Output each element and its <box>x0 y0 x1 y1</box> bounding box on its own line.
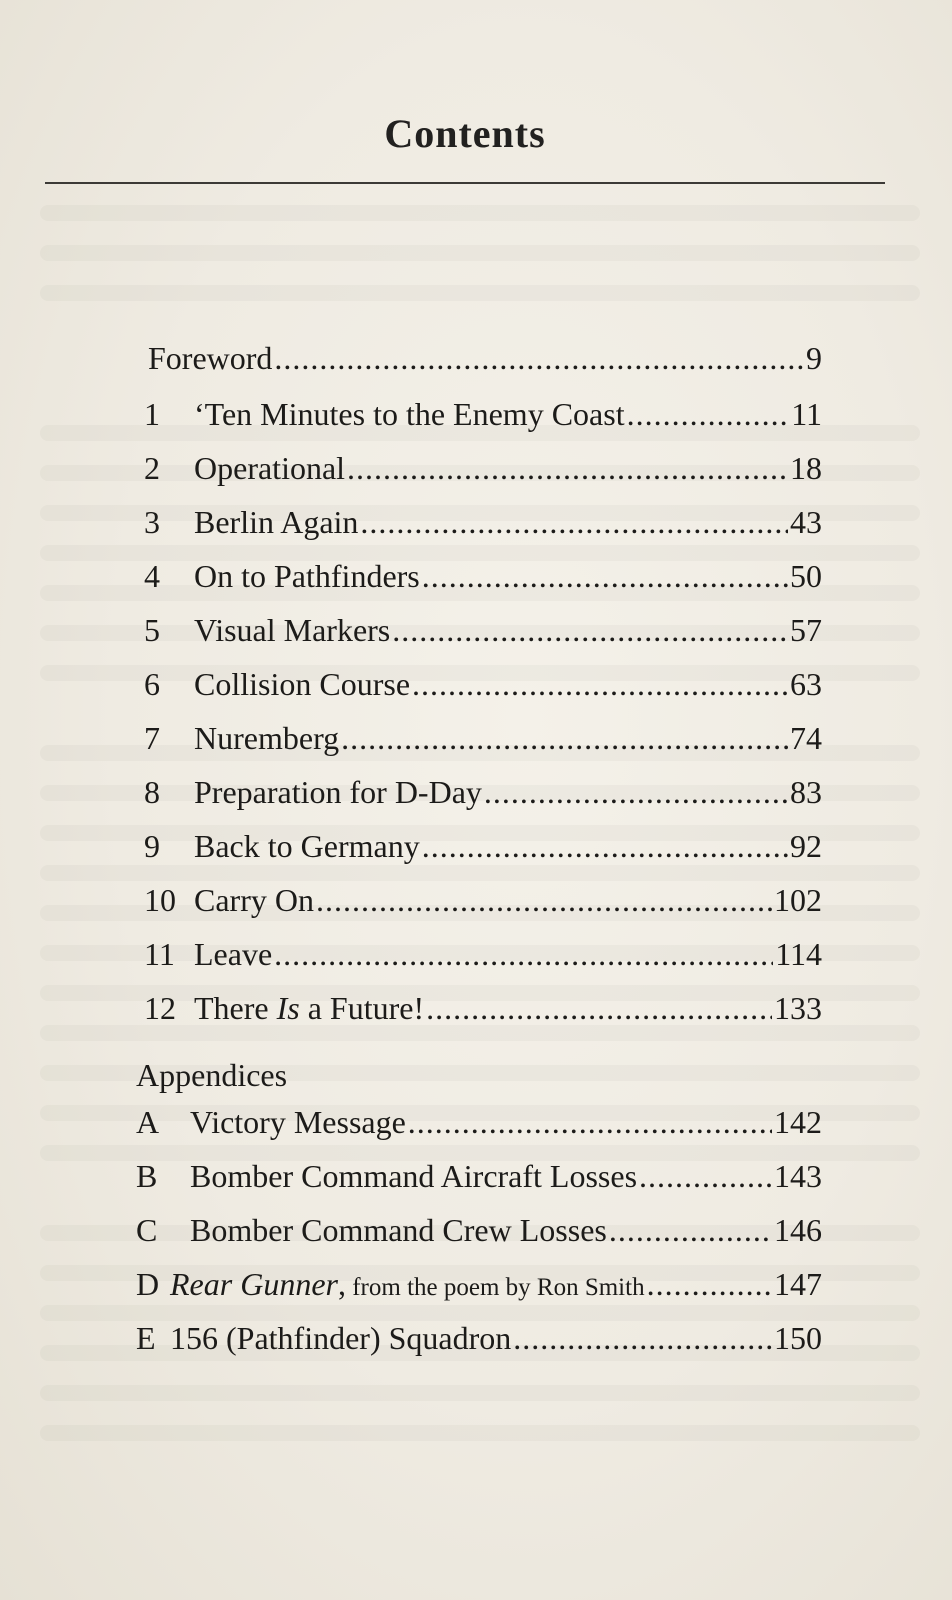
entry-title: On to Pathfinders <box>194 558 420 594</box>
entry-title <box>194 990 424 1027</box>
dot-leader <box>360 504 788 541</box>
dot-leader <box>609 1212 772 1249</box>
toc-entry-chapter <box>132 558 822 612</box>
chapter-number: 10 <box>144 882 176 918</box>
toc-entry-chapter <box>132 990 822 1044</box>
chapter-number: 8 <box>144 774 160 810</box>
dot-leader <box>347 450 788 487</box>
toc-entry-chapter <box>132 936 822 990</box>
dot-leader <box>274 340 804 377</box>
toc-entry-chapter <box>132 774 822 828</box>
title-rule <box>45 182 885 184</box>
dot-leader <box>426 990 772 1027</box>
dot-leader <box>274 936 773 973</box>
toc-entry-appendix <box>132 1212 822 1266</box>
appendix-letter: B <box>136 1158 158 1194</box>
appendix-letter: E <box>136 1320 156 1356</box>
chapter-number: 1 <box>144 396 160 432</box>
entry-title <box>170 1266 645 1303</box>
chapter-number: 6 <box>144 666 160 702</box>
entry-page: 92 <box>790 828 822 864</box>
dot-leader <box>647 1266 772 1303</box>
entry-title: Nuremberg <box>194 720 340 756</box>
appendices-heading: Appendices <box>136 1057 288 1093</box>
entry-page: 50 <box>790 558 822 594</box>
page-title: Contents <box>384 111 546 156</box>
toc-entry-foreword <box>132 340 822 396</box>
appendix-letter: D <box>136 1266 160 1302</box>
entry-title: 156 (Pathfinder) Squadron <box>170 1320 512 1356</box>
dot-leader <box>412 666 788 703</box>
entry-page: 142 <box>774 1104 822 1140</box>
dot-leader <box>392 612 788 649</box>
entry-title-comma: , <box>337 1266 346 1302</box>
entry-title: Preparation for D-Day <box>194 774 482 810</box>
dot-leader <box>316 882 772 919</box>
entry-page: 57 <box>790 612 822 648</box>
toc-entry-chapter <box>132 450 822 504</box>
entry-title-small: from the poem by Ron Smith <box>345 1274 645 1301</box>
chapter-number: 3 <box>144 504 160 540</box>
dot-leader <box>408 1104 772 1141</box>
entry-title: Foreword <box>148 340 273 376</box>
dot-leader <box>639 1158 772 1195</box>
entry-title: Leave <box>194 936 273 972</box>
toc-entry-appendix <box>132 1266 822 1320</box>
entry-title-italic: Is <box>276 990 300 1026</box>
entry-title: Visual Markers <box>194 612 391 648</box>
chapter-number: 7 <box>144 720 160 756</box>
chapter-number: 12 <box>144 990 176 1026</box>
entry-title-italic: Rear Gunner <box>170 1266 338 1302</box>
toc-entry-chapter <box>132 612 822 666</box>
toc-entry-chapter <box>132 666 822 720</box>
entry-page: 11 <box>791 396 822 432</box>
entry-page: 18 <box>790 450 822 486</box>
entry-page: 133 <box>774 990 822 1026</box>
entry-title: Victory Message <box>190 1104 406 1140</box>
toc-entry-appendix <box>132 1104 822 1158</box>
entry-title: Operational <box>194 450 346 486</box>
entry-title: Back to Germany <box>194 828 420 864</box>
entry-page: 114 <box>775 936 822 972</box>
chapter-number: 5 <box>144 612 160 648</box>
toc-entry-chapter <box>132 828 822 882</box>
toc-entry-appendix <box>132 1158 822 1212</box>
entry-title: Bomber Command Crew Losses <box>190 1212 607 1248</box>
chapter-number: 11 <box>144 936 175 972</box>
dot-leader <box>422 828 788 865</box>
dot-leader <box>484 774 788 811</box>
entry-title-part: There <box>194 990 277 1026</box>
appendix-letter: C <box>136 1212 158 1248</box>
toc-entry-chapter <box>132 396 822 450</box>
dot-leader <box>627 396 790 433</box>
chapter-number: 4 <box>144 558 160 594</box>
entry-title: ‘Ten Minutes to the Enemy Coast <box>194 396 625 432</box>
entry-title: Carry On <box>194 882 314 918</box>
toc-entry-chapter <box>132 720 822 774</box>
toc-entry-appendix <box>132 1320 822 1374</box>
appendix-letter: A <box>136 1104 160 1140</box>
toc-entry-chapter <box>132 882 822 936</box>
entry-page: 102 <box>774 882 822 918</box>
chapter-number: 9 <box>144 828 160 864</box>
chapter-number: 2 <box>144 450 160 486</box>
table-of-contents <box>132 340 822 1374</box>
entry-page: 63 <box>790 666 822 702</box>
entry-title: Berlin Again <box>194 504 359 540</box>
entry-page: 83 <box>790 774 822 810</box>
entry-page: 147 <box>774 1266 822 1302</box>
entry-title: Bomber Command Aircraft Losses <box>190 1158 638 1194</box>
entry-title: Collision Course <box>194 666 411 702</box>
entry-page: 143 <box>774 1158 822 1194</box>
entry-page: 150 <box>774 1320 822 1356</box>
entry-page: 43 <box>790 504 822 540</box>
entry-page: 146 <box>774 1212 822 1248</box>
dot-leader <box>513 1320 772 1357</box>
entry-title-part: a Future! <box>299 990 425 1026</box>
dot-leader <box>341 720 788 757</box>
dot-leader <box>422 558 788 595</box>
entry-page: 74 <box>790 720 822 756</box>
entry-page: 9 <box>806 340 822 376</box>
toc-entry-chapter <box>132 504 822 558</box>
